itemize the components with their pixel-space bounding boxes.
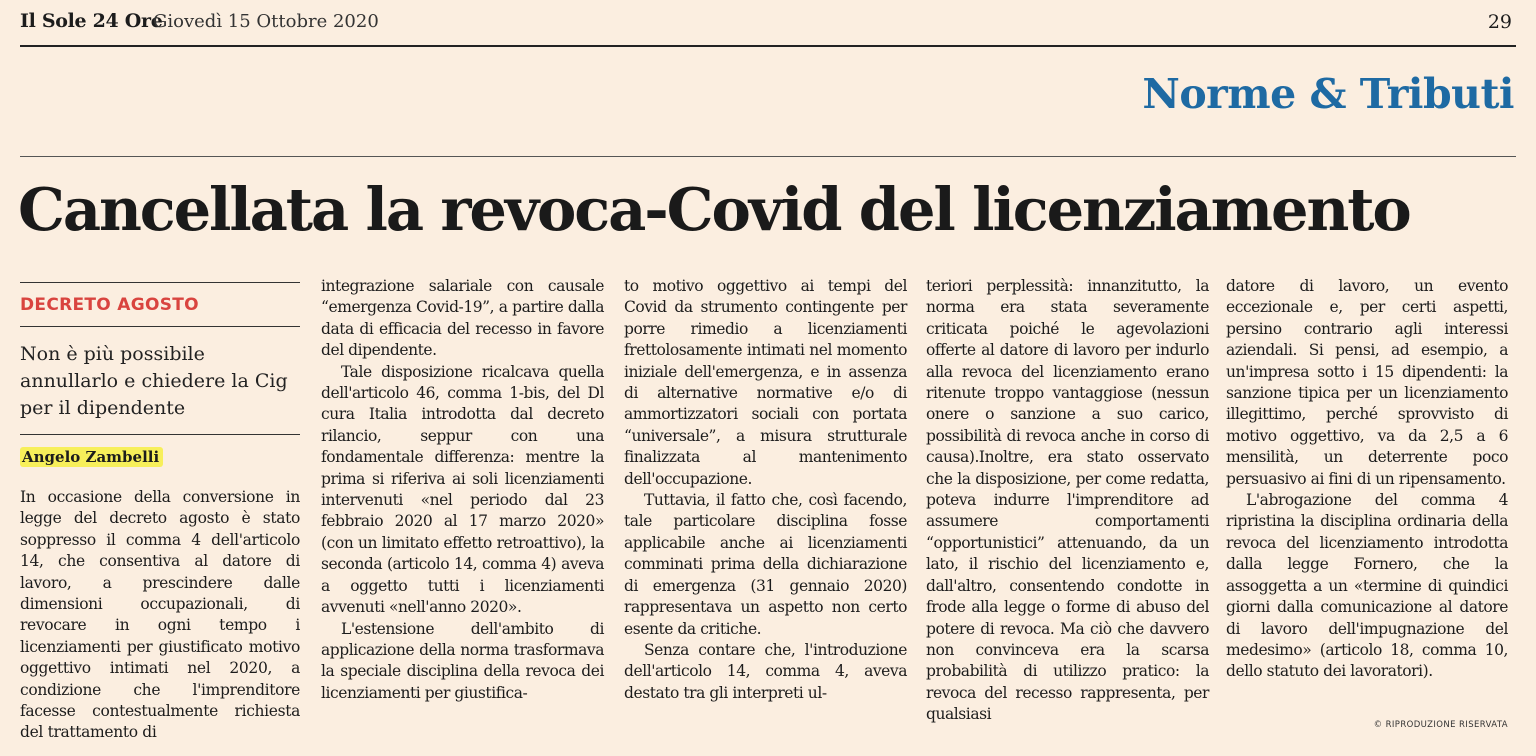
paragraph: Tale disposizione ricalcava quella dell'articolo 46, comma 1-bis, del Dl cura Italia introdotta dal decreto rilancio, seppur con una fondamentale differenza: mentre la prima si riferiva ai soli licenziamenti intervenuti «nel periodo dal 23 febbraio 2020 al 17 marzo 2020» (con un limitato effetto retroattivo), la seconda (articolo 14, comma 4) aveva a oggetto tutti i licenziamenti avvenuti «nell'anno 2020». bbox=[321, 362, 604, 617]
kicker-label: DECRETO AGOSTO bbox=[20, 295, 199, 315]
paragraph: datore di lavoro, un evento eccezionale e, per certi aspetti, persino contrario agli interessi aziendali. Si pensi, ad esempio, a un'impresa sotto i 15 dipendenti: la sanzione tipica per un licenziamento illegittimo, perché sprovvisto di motivo oggettivo, va da 2,5 a 6 mensilità, un deterrente poco persuasivo ai fini di un ripensamento. bbox=[1226, 277, 1508, 488]
divider bbox=[20, 326, 300, 327]
paragraph: to motivo oggettivo ai tempi del Covid da strumento contingente per porre rimedio a licenziamenti frettolosamente intimati nel momento iniziale dell'emergenza, e in assenza di alternative normative e/o di ammortizzatori sociali con portata “universale”, a misura strutturale finalizzata al mantenimento dell'occupazione. bbox=[624, 277, 907, 488]
page-number: 29 bbox=[1487, 11, 1512, 33]
text-column-5 bbox=[1226, 276, 1508, 683]
paragraph: integrazione salariale con causale “emergenza Covid-19”, a partire dalla data di efficacia del recesso in favore del dipendente. bbox=[321, 277, 604, 360]
text-column-4 bbox=[926, 276, 1209, 726]
masthead bbox=[20, 10, 1516, 38]
paragraph: L'abrogazione del comma 4 ripristina la disciplina ordinaria della revoca del licenziamento introdotta dalla legge Fornero, che la assoggetta a un «termine di quindici giorni dalla comunicazione al datore di lavoro dell'impugnazione del medesimo» (articolo 18, comma 10, dello statuto dei lavoratori). bbox=[1226, 491, 1508, 681]
divider bbox=[20, 434, 300, 435]
top-rule bbox=[20, 45, 1516, 47]
paragraph: L'estensione dell'ambito di applicazione della norma trasformava la speciale disciplina della revoca dei licenziamenti per giustifica- bbox=[321, 619, 604, 702]
section-title: Norme & Tributi bbox=[1142, 70, 1514, 118]
lead-paragraph: In occasione della conversione in legge del decreto agosto è stato soppresso il comma 4 dell'articolo 14, che consentiva al datore di lavoro, a prescindere dalle dimensioni occupazionali, di revocare in ogni tempo i licenziamenti per giustificato motivo oggettivo intimati nel 2020, a condizione che l'imprenditore facesse contestualmente richiesta del trattamento di bbox=[20, 488, 300, 742]
article-headline: Cancellata la revoca-Covid del licenziamento bbox=[18, 175, 1410, 244]
copyright-notice: © RIPRODUZIONE RISERVATA bbox=[1373, 720, 1508, 730]
paragraph: Tuttavia, il fatto che, così facendo, tale particolare disciplina fosse applicabile anche ai licenziamenti comminati prima della dichiarazione di emergenza (31 gennaio 2020) rappresentava un aspetto non certo esente da critiche. bbox=[624, 491, 907, 638]
paragraph: Senza contare che, l'introduzione dell'articolo 14, comma 4, aveva destato tra gli interpreti ul- bbox=[624, 640, 907, 702]
author-byline: Angelo Zambelli bbox=[20, 447, 163, 467]
article-sidebar bbox=[20, 282, 300, 744]
paragraph: teriori perplessità: innanzitutto, la norma era stata severamente criticata poiché le agevolazioni offerte al datore di lavoro per indurlo alla revoca del licenziamento erano ritenute troppo vantaggiose (nessun onere o sanzione a suo carico, possibilità di revoca anche in corso di causa).Inoltre, era stato osservato che la disposizione, per come redatta, poteva indurre l'imprenditore ad assumere comportamenti “opportunistici” attenuando, da un lato, il rischio del licenziamento e, dall'altro, consentendo condotte in frode alla legge o forme di abuso del potere di revoca. Ma ciò che davvero non convinceva era la scarsa probabilità di utilizzo pratico: la revoca del recesso rappresenta, per qualsiasi bbox=[926, 277, 1209, 724]
text-column-3 bbox=[624, 276, 907, 704]
section-rule bbox=[20, 156, 1516, 157]
text-column-2 bbox=[321, 276, 604, 704]
issue-date: Giovedì 15 Ottobre 2020 bbox=[153, 11, 379, 32]
article-summary: Non è più possibile annullarlo e chiedere la Cig per il dipendente bbox=[20, 343, 288, 419]
newspaper-logo: Il Sole 24 Ore bbox=[20, 10, 163, 32]
divider bbox=[20, 282, 300, 283]
